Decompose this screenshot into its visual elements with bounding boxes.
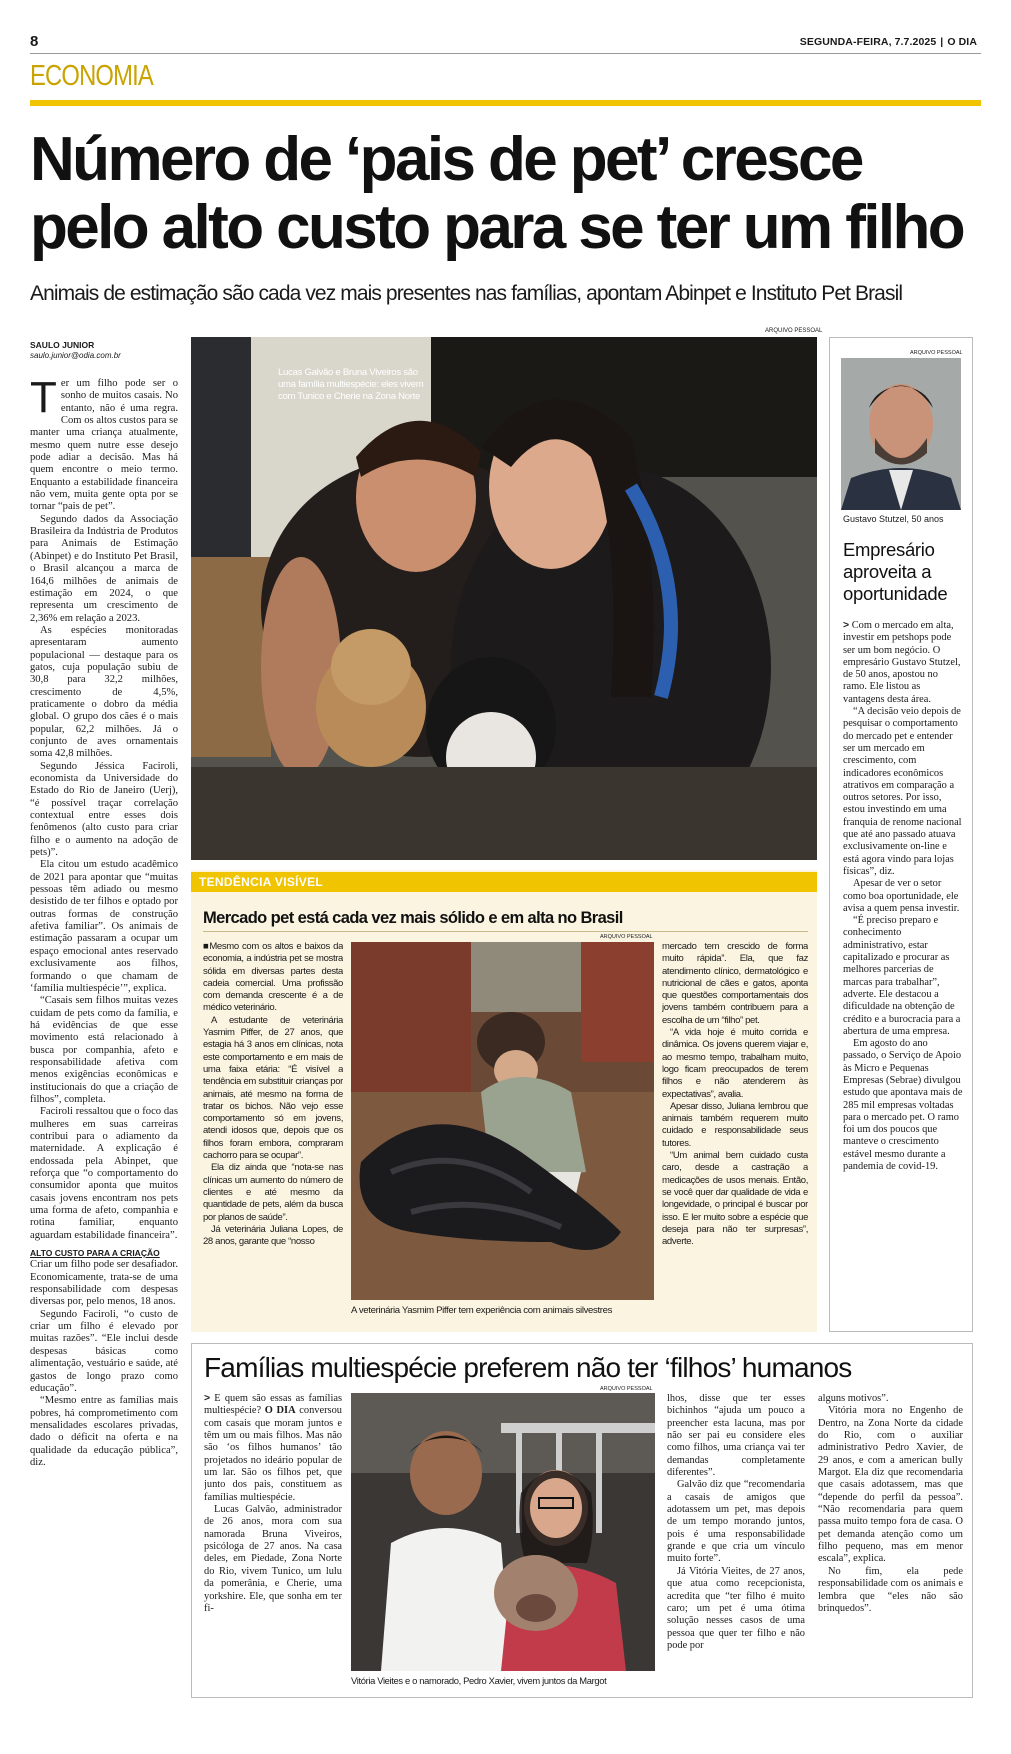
headline-line-1: Número de ‘pais de pet’ cresce <box>30 125 862 194</box>
headline <box>30 126 985 262</box>
trend-paragraph: ■Mesmo com os altos e baixos da economia, a indústria pet se mostra sólida em diversas partes desta cadeia comercial. Uma profissão com demanda crescente é a de médico veterinário. <box>203 941 343 1014</box>
families-photo-credit: ARQUIVO PESSOAL <box>600 1386 653 1392</box>
trend-column-1 <box>203 941 343 1326</box>
trend-photo <box>351 942 654 1300</box>
trend-paragraph: mercado tem crescido de forma muito rápida”. Ela, que faz atendimento clínico, dermatológico e nutricional de cães e gatos, aponta que questões comportamentais dos jovens também contribuem para a escolha de um “filho” pet. <box>662 941 808 1026</box>
trend-label: TENDÊNCIA VISÍVEL <box>199 875 324 889</box>
families-column-4 <box>818 1393 963 1693</box>
families-paragraph: No fim, ela pede responsabilidade com os animais e lembra que “eles não são brinquedos”. <box>818 1565 963 1614</box>
article-paragraph: Ela citou um estudo acadêmico de 2021 para apontar que “muitas pessoas têm adiado ou mesmo desistido de ter filhos e optado por outras formas de construção afetiva familiar”. Os animais de estimação passaram a ocupar um espaço emocional antes reservado exclusivamente aos filhos, formando o que chamam de ‘família multiespécie’”, explica. <box>30 859 178 994</box>
sidebar-photo-credit: ARQUIVO PESSOAL <box>910 350 963 356</box>
main-photo-caption: Lucas Galvão e Bruna Viveiros são uma família multiespécie: eles vivem com Tunico e Cherie na Zona Norte <box>278 367 424 402</box>
families-paragraph: Vitória mora no Engenho de Dentro, na Zona Norte da cidade do Rio, com o auxiliar administrativo Pedro Xavier, de 29 anos, e com a american bully Margot. Ela diz que recomendaria que casais adotassem, mas que “depende do perfil da pessoa”. “Não recomendaria para quem passa muito tempo fora de casa. O pet demanda atenção como um filho pequeno, mas em menor escala”, explica. <box>818 1405 963 1565</box>
publication-date: SEGUNDA-FEIRA, 7.7.2025 <box>799 36 937 48</box>
page-number: 8 <box>30 33 39 50</box>
headline-line-2: pelo alto custo para se ter um filho <box>30 193 964 262</box>
article-subhead: ALTO CUSTO PARA A CRIAÇÃO <box>30 1248 160 1259</box>
subheadline: Animais de estimação são cada vez mais presentes nas famílias, apontam Abinpet e Instituto Pet Brasil <box>30 282 903 305</box>
article-paragraph: Segundo Faciroli, “o custo de criar um filho é elevado por muitas razões”. “Ele inclui desde despesas básicas como alimentação, vestuário e saúde, até gastos de longo prazo como educação”. <box>30 1308 178 1394</box>
couple-with-bully-photo <box>351 1393 655 1671</box>
main-photo <box>191 337 817 860</box>
trend-paragraph: “Um animal bem cuidado custa caro, desde a castração a medicações de usos menais. Então, se você quer dar qualidade de vida e longevidade, o principal é buscar por isso. E ler muito sobre a espécie que deseja para não ter surpresas”, adverte. <box>662 1150 808 1248</box>
article-paragraph: As espécies monitoradas apresentaram aumento populacional — destaque para os gatos, cuja população subiu de 30,8 para 32,2 milhões, crescimento de 4,5%, praticamente o dobro da média global. O grupo dos cães é o mais popular, 62,2 milhões. Já o conjunto de aves ornamentais soma 42,8 milhões. <box>30 624 178 760</box>
families-paragraph: > E quem são essas as famílias multiespécie? O DIA conversou com casais que moram juntos e têm um ou mais filhos. Mas não são ‘os filhos humanos’ tão projetados no ideário popular de um lar. São os filhos pet, que junto dos pais, constituem as famílias multiespécie. <box>204 1393 342 1503</box>
article-paragraph: “Mesmo entre as famílias mais pobres, há comprometimento com mensalidades escolares privadas, dado o déficit na oferta e na qualidade da educação pública”, diz. <box>30 1395 178 1468</box>
photo-credit: ARQUIVO PESSOAL <box>765 328 823 334</box>
trend-column-3 <box>662 941 808 1326</box>
trend-photo-credit: ARQUIVO PESSOAL <box>600 934 653 940</box>
article-paragraph: Criar um filho pode ser desafiador. Economicamente, trata-se de uma responsabilidade com despesas diversas por, pelo menos, 18 anos. <box>30 1259 178 1308</box>
families-paragraph: alguns motivos”. <box>818 1393 889 1404</box>
trend-rule <box>203 931 808 932</box>
families-photo-caption: Vitória Vieites e o namorado, Pedro Xavier, vivem juntos da Margot <box>351 1675 607 1686</box>
trend-photo-caption: A veterinária Yasmim Piffer tem experiência com animais silvestres <box>351 1305 613 1316</box>
article-paragraph: Segundo dados da Associação Brasileira da Indústria de Produtos para Animais de Estimação (Abinpet) e do Instituto Pet Brasil, o Brasil alcançou a marca de 164,6 milhões de animais de estimação em 2024, o que representa um crescimento de 2,36% em relação a 2023. <box>30 513 178 624</box>
article-paragraph: Faciroli ressaltou que o foco das mulheres em suas carreiras contribui para o adiamento da maternidade. A explicação é endossada pela Abinpet, que reforça que “o comportamento do consumidor aponta que muitos casais jovens encontram nos pets uma forma de afeto, companhia e rotina familiar, enquanto aguardam estabilidade financeira”. <box>30 1106 178 1241</box>
trend-paragraph: Apesar disso, Juliana lembrou que animais também requerem muito cuidado e responsabilidade seus tutores. <box>662 1100 808 1149</box>
sidebar-body <box>843 620 963 1325</box>
drop-cap: T <box>30 378 57 422</box>
families-column-3 <box>667 1393 805 1693</box>
sidebar-headline: Empresário aproveita a oportunidade <box>843 539 948 604</box>
trend-paragraph: Ela diz ainda que “nota-se nas clínicas um aumento do número de clientes e até mesmo da quantidade de pets, além da busca por planos de saúde”. <box>203 1162 343 1223</box>
sidebar-paragraph: > Com o mercado em alta, investir em petshops pode ser um bom negócio. O empresário Gustavo Stutzel, de 50 anos, apostou no ramo. Ele listou as vantagens desta área. <box>843 620 961 705</box>
trend-paragraph: A estudante de veterinária Yasmim Piffer, de 27 anos, que estagia há 3 anos em clínicas, nota este comportamento e em mais de uma faixa etária: “É visível a tendência em substituir crianças por animais, até mesmo na forma de tratar os bichos. Não vejo esse comportamento só em jovens, atendi idosos que, depois que os filhos foram embora, compraram cachorro para se ocupar”. <box>203 1014 343 1162</box>
sidebar-portrait-photo <box>841 358 961 510</box>
veterinarian-with-anteater-photo <box>351 942 654 1300</box>
page-date-line: SEGUNDA-FEIRA, 7.7.2025 | O DIA <box>799 36 977 48</box>
families-paragraph: lhos, disse que ter esses bichinhos “ajuda um pouco a preencher esta lacuna, mas por não ser pai eu considere eles como filhos, uma criança vai ter demandas completamente diferentes”. <box>667 1393 805 1479</box>
sidebar-photo-caption: Gustavo Stutzel, 50 anos <box>843 514 944 524</box>
sidebar-paragraph: “É preciso preparo e conhecimento administrativo, estar capitalizado e procurar as melhores parcerias de marcas para trabalhar”, adverte. Ele destacou a dificuldade na obtenção de crédito e a burocracia para a abertura de uma empresa. <box>843 915 961 1037</box>
families-paragraph: Lucas Galvão, administrador de 26 anos, mora com sua namorada Bruna Viveiros, psicóloga de 27 anos. Na casa deles, em Piedade, Zona Norte do Rio, vivem Tunico, um lulu da pomerânia, e Cherie, uma yorkshire. Ele, que sonha em ter fi- <box>204 1504 342 1614</box>
trend-paragraph: “A vida hoje é muito corrida e dinâmica. Os jovens querem viajar e, ao mesmo tempo, trabalham muito, logo ficam preocupados de terem filhos e não atenderem às expectativas”, avalia. <box>662 1027 808 1100</box>
families-paragraph: Já Vitória Vieites, de 27 anos, que atua como recepcionista, acredita que “ter filho é muito caro; um pet é uma ótima solução nesses casos de uma pessoa que quer ter filho e não pode por <box>667 1565 805 1651</box>
families-photo <box>351 1393 655 1671</box>
article-body <box>30 378 178 1698</box>
article-paragraph: “Casais sem filhos muitas vezes cuidam de pets como da família, e há evidências de que esse movimento está relacionado à busca por companhia, afeto e responsabilidade afetiva com menos exigências econômicas e institucionais do que a criação de filhos”, completa. <box>30 995 178 1105</box>
top-rule <box>30 53 981 54</box>
families-headline: Famílias multiespécie preferem não ter ‘filhos’ humanos <box>204 1352 852 1383</box>
families-paragraph: Galvão diz que “recomendaria a casais de amigos que adotassem um pet, mas depois de um tempo morando juntos, pois é uma responsabilidade grande e que cria um vínculo muito forte”. <box>667 1479 805 1565</box>
couple-with-dogs-photo <box>191 337 817 860</box>
article-paragraph: Segundo Jéssica Faciroli, economista da Universidade do Estado do Rio de Janeiro (Uerj), “é possível traçar correlação contextual entre esses dois fenômenos (alto custo para criar filho e o aumento na adoção de pets)”. <box>30 760 178 859</box>
sidebar-paragraph: Apesar de ver o setor como boa oportunidade, ele avisa a quem pensa investir. <box>843 878 960 914</box>
trend-headline: Mercado pet está cada vez mais sólido e em alta no Brasil <box>203 909 623 927</box>
families-column-1 <box>204 1393 342 1693</box>
article-paragraph: Ter um filho pode ser o sonho de muitos casais. No entanto, não é uma regra. Com os altos custos para se manter uma criança atualmente, mesmo quem nutre esse desejo pode adiar a decisão. Mas há quem encontre o meio termo. Enquanto a estabilidade financeira não vem, muita gente opta por se tornar “pais de pet”. <box>30 378 178 513</box>
paper-name: O DIA <box>947 36 977 48</box>
trend-paragraph: Já veterinária Juliana Lopes, de 28 anos, garante que “nosso <box>203 1223 343 1248</box>
section-bar <box>30 100 981 106</box>
sidebar-paragraph: Em agosto do ano passado, o Serviço de Apoio às Micro e Pequenas Empresas (Sebrae) divulgou estudo que apontava mais de 285 mil empresas voltadas para o mercado pet. O ramo foi um dos poucos que manteve o crescimento estável mesmo durante a pandemia de covid-19. <box>843 1038 963 1173</box>
section-title: ECONOMIA <box>30 60 153 92</box>
sidebar-paragraph: “A decisão veio depois de pesquisar o comportamento do mercado pet e entender ser um mercado em crescimento, com indicadores econômicos atrativos em comparação a outros setores. Por isso, estou investindo em uma franquia de renome nacional que até ano passado atuava exclusivamente on-line e está agora vindo para lojas físicas”, diz. <box>843 706 962 877</box>
businessman-portrait <box>841 358 961 510</box>
byline: SAULO JUNIOR <box>30 340 95 350</box>
byline-email: saulo.junior@odia.com.br <box>30 351 121 360</box>
